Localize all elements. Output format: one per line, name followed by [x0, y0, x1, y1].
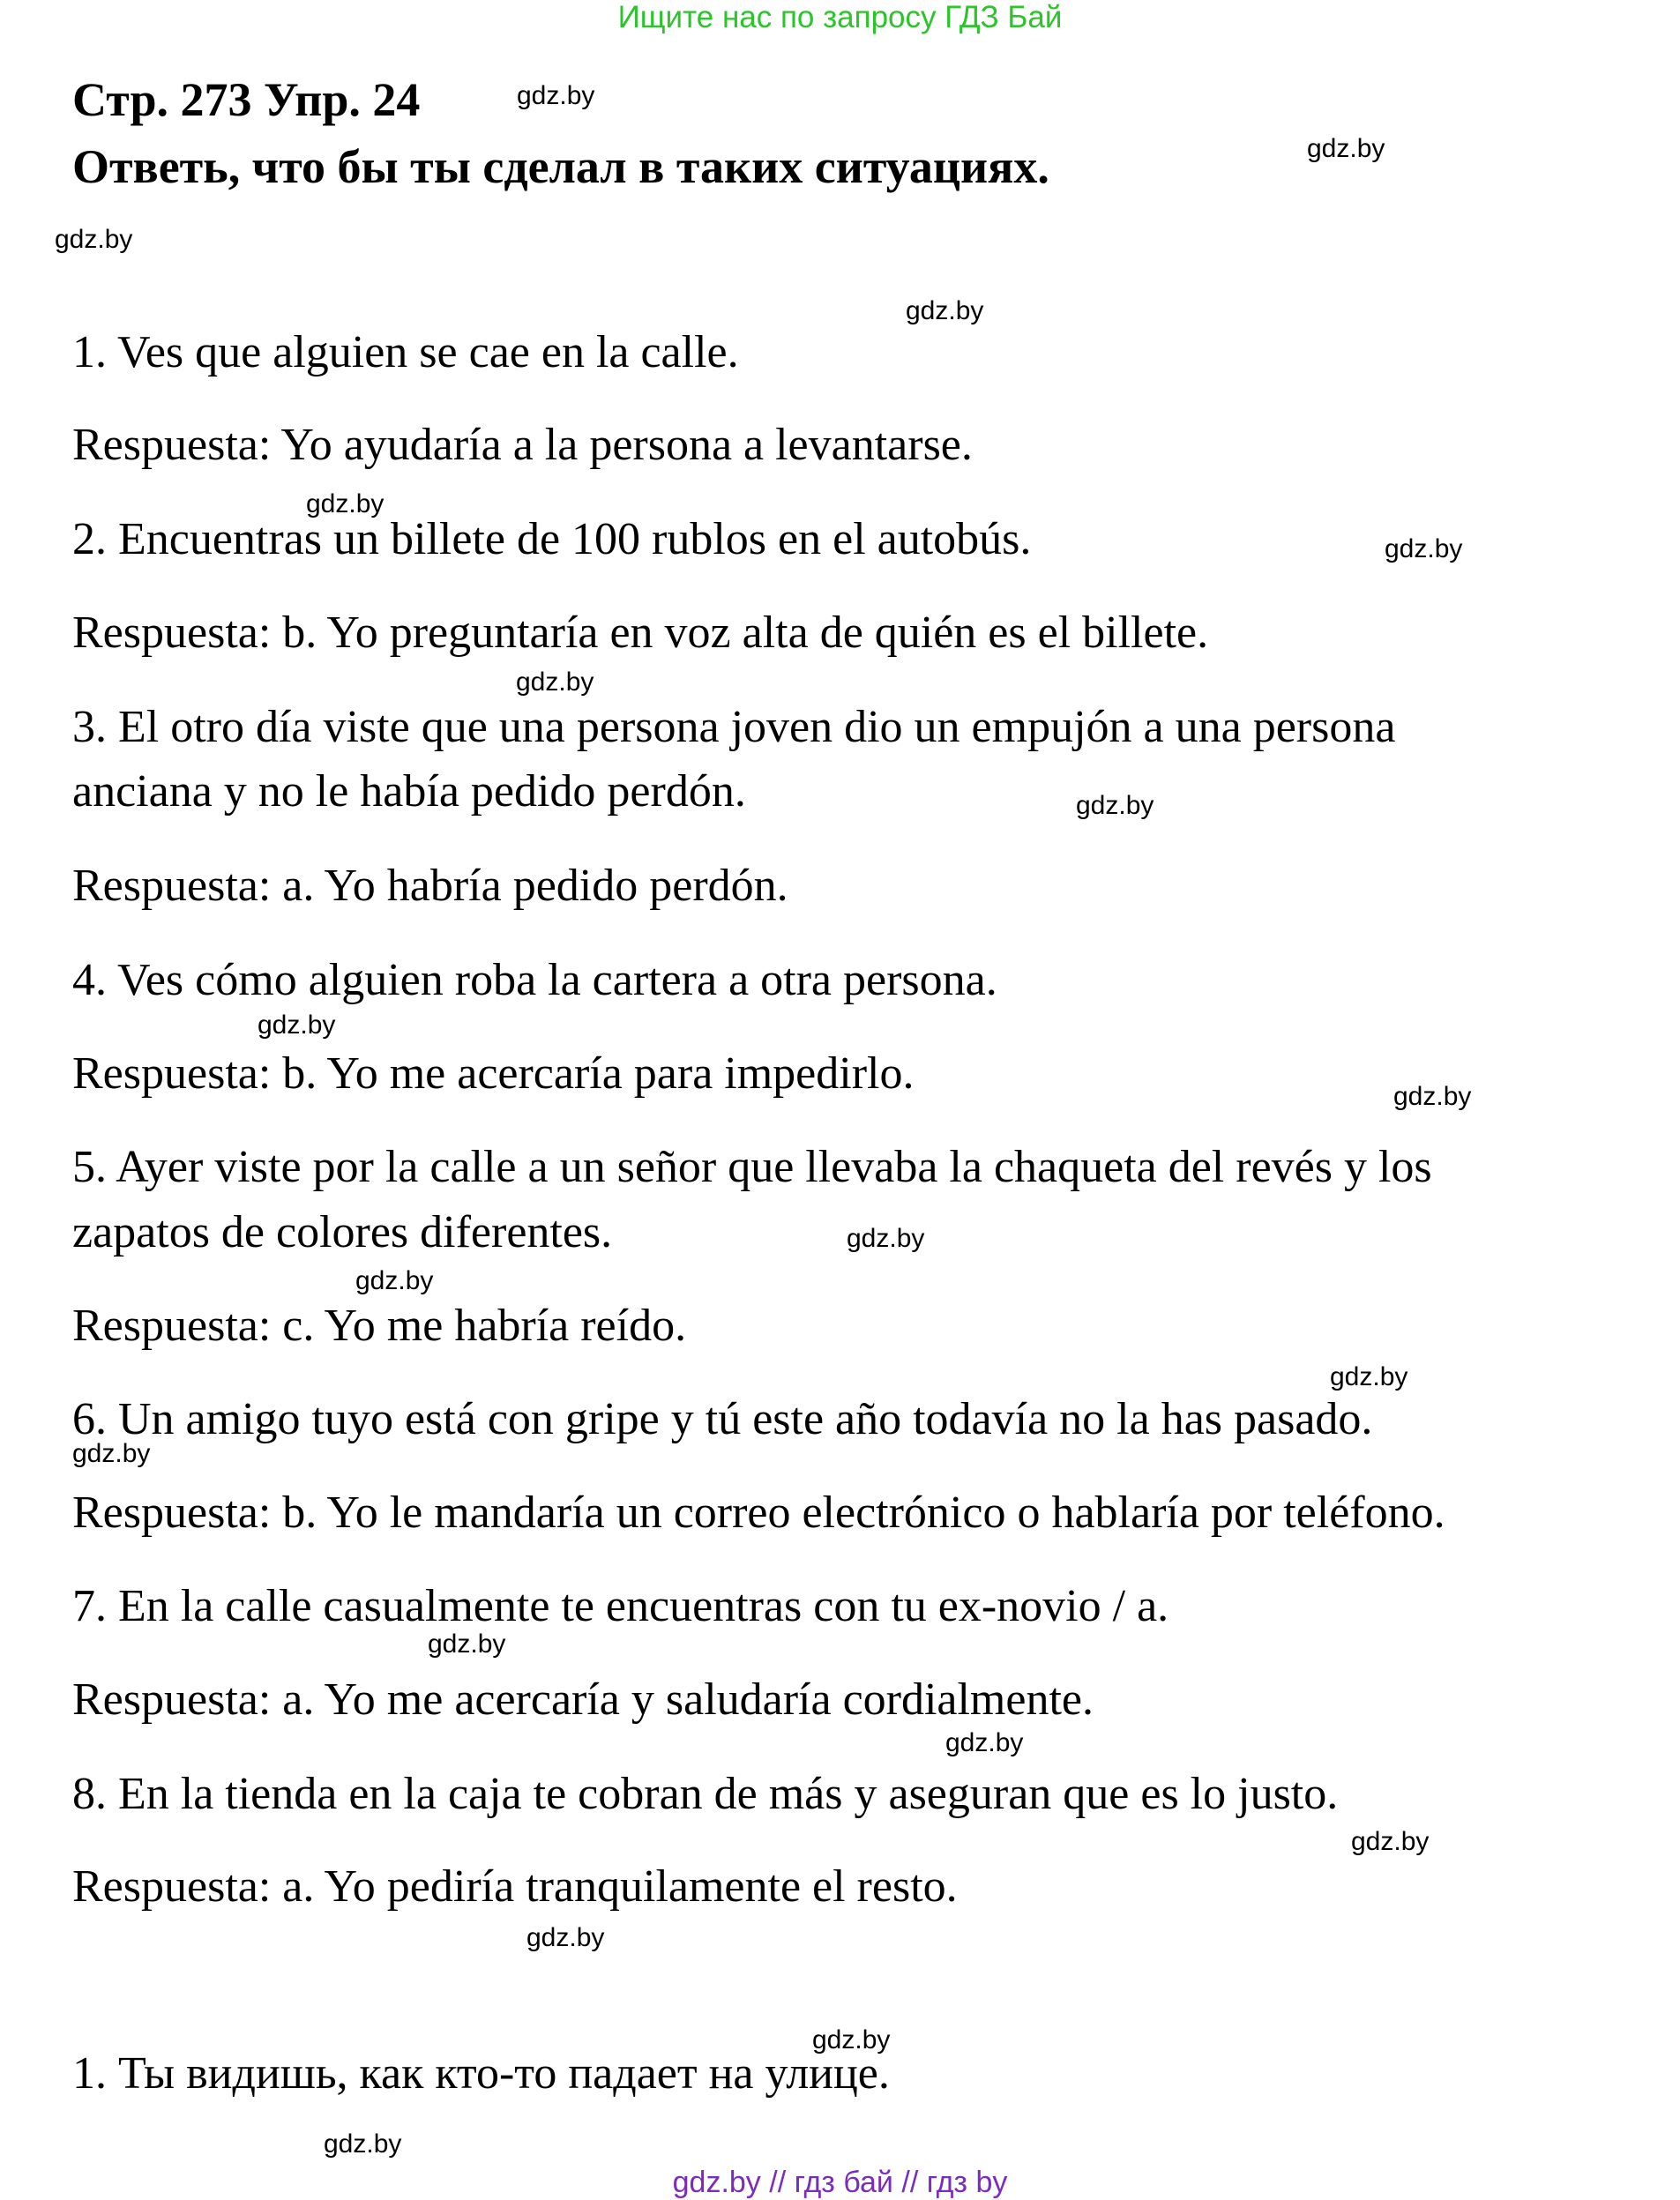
question-3-line-1: 3. El otro día viste que una persona joven dio un empujón a una persona	[72, 702, 1396, 752]
answer-5: Respuesta: c. Yo me habría reído.	[72, 1301, 687, 1351]
page-title: Стр. 273 Упр. 24	[72, 73, 421, 126]
answer-2: Respuesta: b. Yo preguntaría en voz alta de quién es el billete.	[72, 608, 1209, 658]
translation-1: 1. Ты видишь, как кто-то падает на улице.	[72, 2048, 890, 2099]
answer-7: Respuesta: a. Yo me acercaría y saludaría cordialmente.	[72, 1674, 1094, 1725]
watermark: gdz.by	[1385, 534, 1463, 563]
watermark: gdz.by	[906, 296, 984, 325]
watermark: gdz.by	[1076, 791, 1154, 820]
watermark: gdz.by	[324, 2129, 402, 2159]
answer-1: Respuesta: Yo ayudaría a la persona a levantarse.	[72, 420, 973, 470]
question-7: 7. En la calle casualmente te encuentras con tu ex-novio / a.	[72, 1581, 1169, 1631]
watermark: gdz.by	[1393, 1082, 1472, 1111]
watermark: gdz.by	[812, 2025, 891, 2055]
answer-3: Respuesta: a. Yo habría pedido perdón.	[72, 861, 788, 911]
answer-6: Respuesta: b. Yo le mandaría un correo electrónico o hablaría por teléfono.	[72, 1488, 1445, 1538]
footer: gdz.by // гдз бай // гдз by	[672, 2166, 1008, 2199]
question-8: 8. En la tienda en la caja te cobran de más y aseguran que es lo justo.	[72, 1769, 1339, 1819]
question-5-line-1: 5. Ayer viste por la calle a un señor que llevaba la chaqueta del revés y los	[72, 1142, 1432, 1192]
watermark: gdz.by	[1307, 134, 1385, 163]
question-1: 1. Ves que alguien se cae en la calle.	[72, 327, 739, 377]
watermark: gdz.by	[1351, 1827, 1430, 1856]
task-heading: Ответь, что бы ты сделал в таких ситуациях.	[72, 140, 1049, 193]
answer-8: Respuesta: a. Yo pediría tranquilamente el resto.	[72, 1861, 958, 1912]
question-6: 6. Un amigo tuyo está con gripe y tú este año todavía no la has pasado.	[72, 1394, 1373, 1444]
watermark: gdz.by	[847, 1224, 925, 1253]
watermark: gdz.by	[428, 1629, 506, 1659]
watermark: gdz.by	[1330, 1362, 1408, 1391]
watermark: gdz.by	[516, 667, 594, 697]
watermark: gdz.by	[526, 1923, 605, 1952]
watermark: gdz.by	[517, 81, 595, 110]
watermark: gdz.by	[945, 1728, 1024, 1757]
watermark: gdz.by	[72, 1439, 151, 1468]
watermark: gdz.by	[258, 1011, 336, 1040]
watermark: gdz.by	[55, 225, 133, 254]
answer-4: Respuesta: b. Yo me acercaría para impedirlo.	[72, 1048, 915, 1099]
question-5-line-2: zapatos de colores diferentes.	[72, 1207, 613, 1257]
top-banner: Ищите нас по запросу ГДЗ Бай	[617, 0, 1063, 34]
question-4: 4. Ves cómo alguien roba la cartera a otra persona.	[72, 955, 997, 1005]
question-3-line-2: anciana y no le había pedido perdón.	[72, 766, 746, 817]
question-2: 2. Encuentras un billete de 100 rublos en el autobús.	[72, 514, 1032, 564]
watermark: gdz.by	[306, 489, 385, 518]
watermark: gdz.by	[355, 1266, 434, 1295]
